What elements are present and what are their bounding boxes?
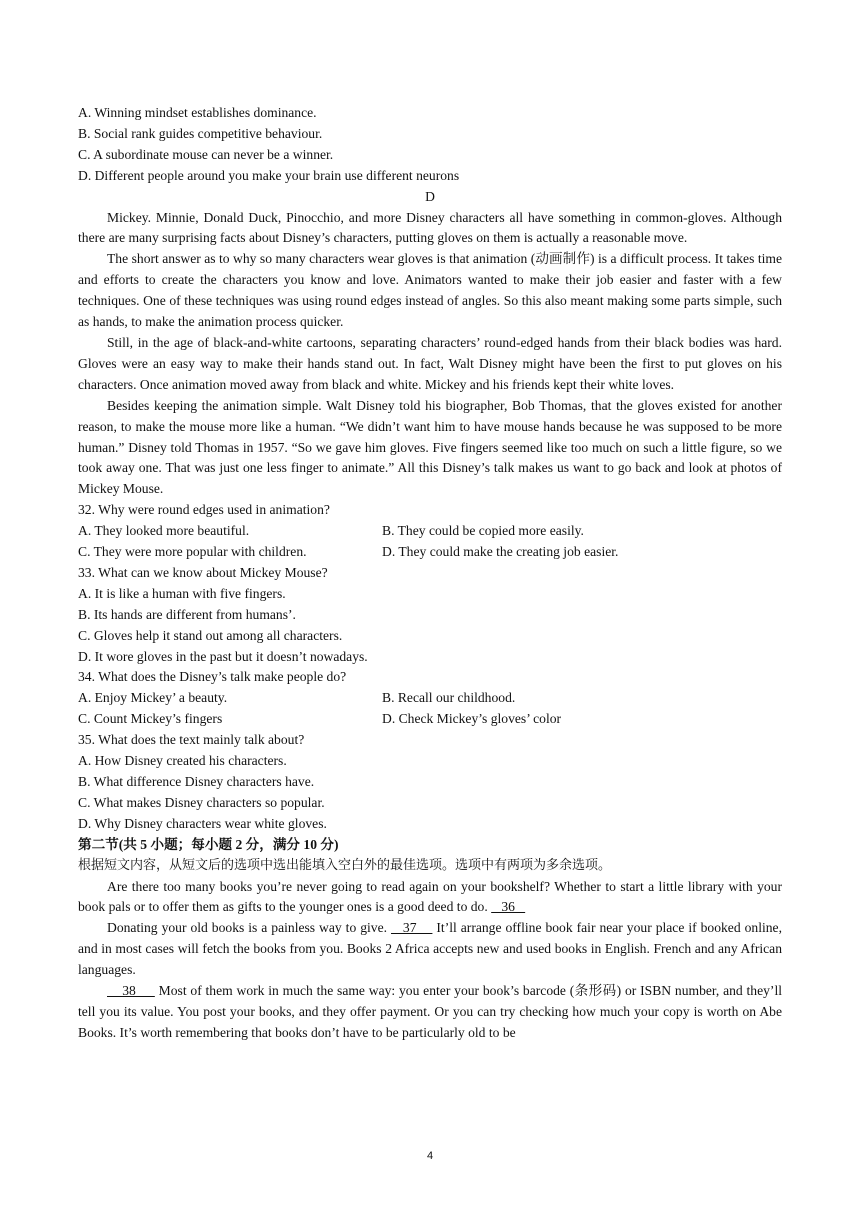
question-33-stem: 33. What can we know about Mickey Mouse? [78,564,328,580]
passage-paragraph: Mickey. Minnie, Donald Duck, Pinocchio, and more Disney characters all have something in common-gloves. Although there are many surprising facts about Disney’s characters, putting gloves on them is actually a reasonable move. [78,209,782,246]
option-d: D. It wore gloves in the past but it doesn’t nowadays. [78,648,368,664]
option-a: A. They looked more beautiful. [78,523,250,539]
question-34-options-row [78,688,782,709]
question-34-options-row [78,709,782,730]
blank-37: 37 [391,920,433,936]
option-b: B. They could be copied more easily. [382,523,584,539]
option-c: C. Count Mickey’s fingers [78,711,223,727]
cloze-text: It’ll arrange offline book fair near your place if booked online, and in most cases will fetch the books from you. Books 2 Africa accepts new and used books in English. French and any African languages. [78,920,782,978]
exam-page [78,103,782,1044]
passage-paragraph: Besides keeping the animation simple. Walt Disney told his biographer, Bob Thomas, that the gloves existed for another reason, to make the mouse more like a human. “We didn’t want him to have mouse hands because he was supposed to be more human.” Disney told Thomas in 1957. “So we gave him gloves. Five fingers seemed like too much on such a little figure, so we took away one. That was just one less finger to animate.” All this Disney’s talk makes us want to go back and look at photos of Mickey Mouse. [78,397,782,497]
option-a: A. It is like a human with five fingers. [78,585,286,601]
cloze-paragraph [78,981,782,1044]
question-32-options-row [78,542,782,563]
passage-paragraph: The short answer as to why so many characters wear gloves is that animation (动画制作) is a difficult process. It takes time and efforts to create the characters you know and love. Animators wanted to make their job easier and faster with a few techniques. One of these techniques was using round edges instead of angles. So this also meant making some parts simple, such as hands, to make the animation process quicker. [78,251,782,330]
option-a: A. Winning mindset establishes dominance. [78,105,317,120]
option-c: C. They were more popular with children. [78,544,307,560]
cloze-text: Donating your old books is a painless way to give. [107,920,388,936]
cloze-paragraph [78,877,782,919]
blank-38: 38 [107,983,155,999]
option-a: A. How Disney created his characters. [78,753,287,769]
option-a: A. Enjoy Mickey’ a beauty. [78,690,228,706]
passage-letter: D [425,188,435,204]
section-instruction: 根据短文内容，从短文后的选项中选出能填入空白外的最佳选项。选项中有两项为多余选项。 [78,857,612,873]
option-c: C. Gloves help it stand out among all characters. [78,627,343,643]
option-b: B. Its hands are different from humans’. [78,606,296,622]
question-32-stem: 32. Why were round edges used in animation? [78,502,330,518]
option-c: C. What makes Disney characters so popular. [78,794,325,810]
option-b: B. What difference Disney characters have. [78,774,315,789]
question-34-stem: 34. What does the Disney’s talk make people do? [78,669,347,685]
option-d: D. Why Disney characters wear white gloves. [78,815,327,831]
page-number: 4 [426,1150,434,1162]
passage-paragraph: Still, in the age of black-and-white cartoons, separating characters’ round-edged hands from their black bodies was hard. Gloves were an easy way to make their hands stand out. In fact, Walt Disney might have been the first to put gloves on his characters. Once animation moved away from black and white. Mickey and his friends kept their white loves. [78,334,782,392]
option-b: B. Recall our childhood. [382,690,516,706]
option-d: D. Different people around you make your brain use different neurons [78,167,460,183]
section-heading: 第二节(共 5 小题；每小题 2 分，满分 10 分) [78,836,339,852]
option-b: B. Social rank guides competitive behaviour. [78,125,323,141]
question-35-stem: 35. What does the text mainly talk about? [78,732,305,748]
cloze-text: Are there too many books you’re never going to read again on your bookshelf? Whether to start a little library with your book pals or to offer them as gifts to the younger ones is a good deed to do. [78,878,782,915]
option-c: C. A subordinate mouse can never be a winner. [78,146,334,162]
cloze-paragraph [78,918,782,981]
blank-36: 36 [491,899,526,915]
option-d: D. They could make the creating job easier. [382,544,619,560]
question-32-options-row [78,521,782,542]
cloze-text: Most of them work in much the same way: you enter your book’s barcode (条形码) or ISBN number, and they’ll tell you its value. You post your books, and they offer payment. Or you can try checking how much your copy is worth on Abe Books. It’s worth remembering that books don’t have to be particularly old to be [78,983,782,1040]
option-d: D. Check Mickey’s gloves’ color [382,711,562,727]
